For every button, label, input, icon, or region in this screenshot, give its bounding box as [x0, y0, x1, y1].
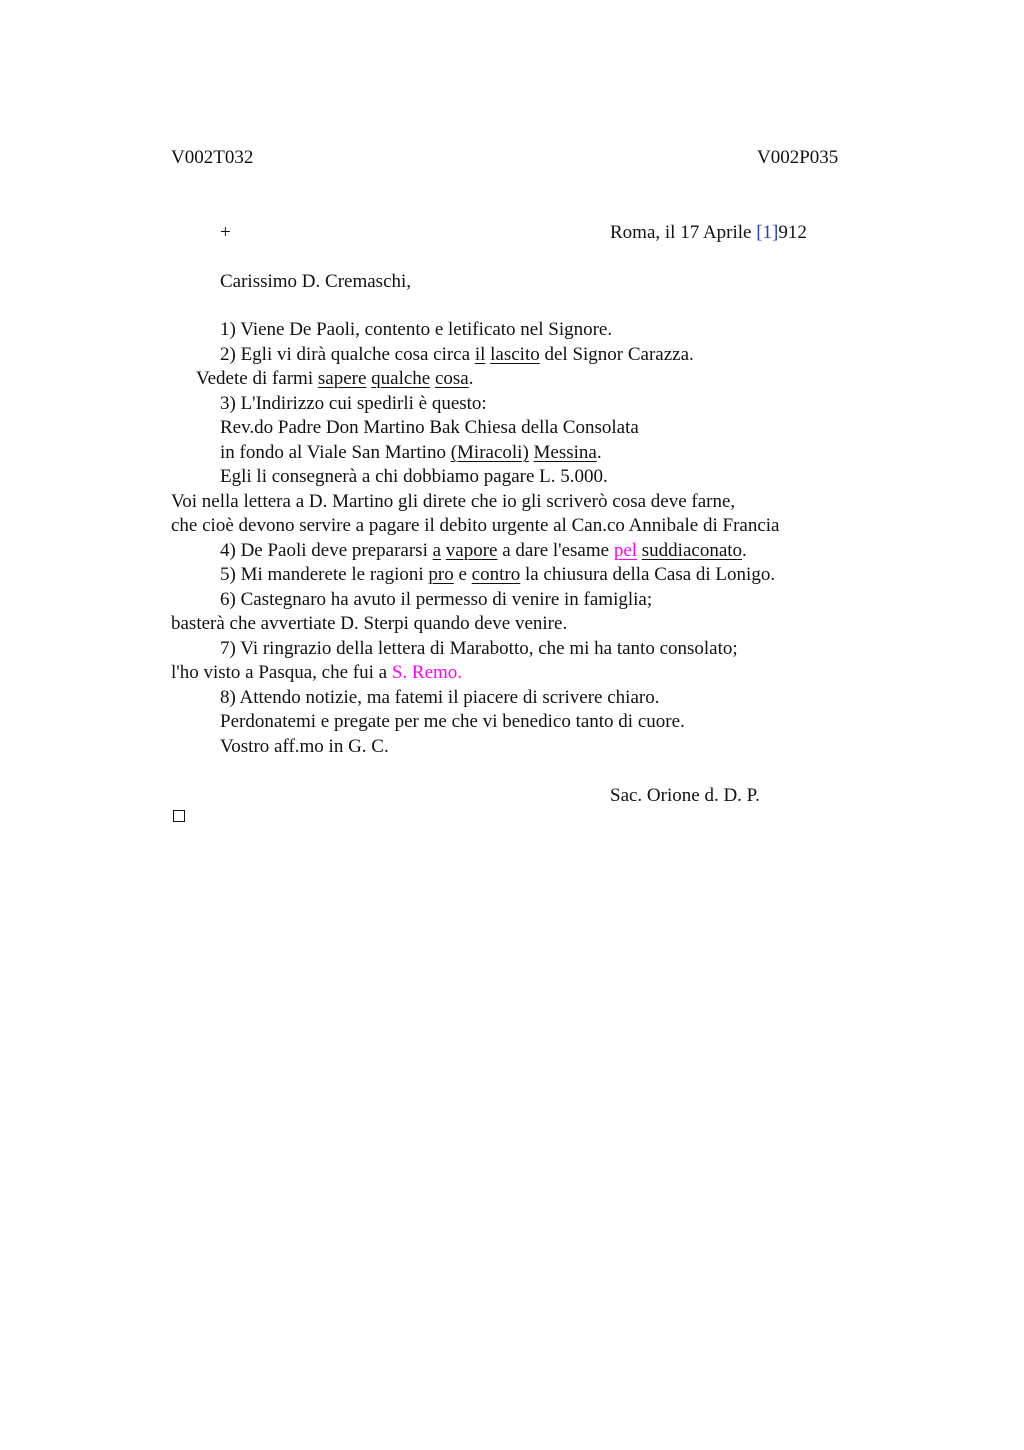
- body-line-13: basterà che avvertiate D. Sterpi quando deve venire.: [171, 613, 568, 634]
- line-6-text-b: .: [596, 442, 602, 463]
- line-15-text-a: l'ho visto a Pasqua, che fui a: [171, 662, 392, 683]
- body-line-5: Rev.do Padre Don Martino Bak Chiesa della Consolata: [220, 417, 639, 438]
- line-10-text-c: .: [742, 540, 747, 561]
- line-11-text-b: e: [453, 564, 472, 585]
- closing-line: Vostro aff.mo in G. C.: [220, 736, 389, 757]
- body-line-4: 3) L'Indirizzo cui spedirli è questo:: [220, 393, 487, 414]
- body-line-11: [220, 563, 775, 587]
- body-line-6: [220, 441, 602, 465]
- salutation: Carissimo D. Cremaschi,: [220, 271, 412, 292]
- document-code-right: V002P035: [757, 147, 839, 168]
- date-bracket-digit: 1: [762, 222, 773, 243]
- body-line-3: [196, 367, 474, 391]
- end-marker-box: [173, 810, 185, 822]
- date-bracket-close: ]: [772, 222, 779, 243]
- date-suffix: 912: [778, 222, 807, 243]
- underlined-word: lascito: [490, 344, 540, 365]
- body-line-2: [220, 343, 694, 367]
- underlined-word: contro: [471, 564, 521, 585]
- body-line-17: Perdonatemi e pregate per me che vi benedico tanto di cuore.: [220, 711, 685, 732]
- underlined-word: vapore: [445, 540, 498, 561]
- date-prefix: Roma, il 17 Aprile: [610, 222, 757, 243]
- underlined-word: sapere: [317, 368, 367, 389]
- underlined-word: (Miracoli): [450, 442, 529, 463]
- body-line-12: 6) Castegnaro ha avuto il permesso di venire in famiglia;: [220, 589, 653, 610]
- body-line-1: 1) Viene De Paoli, contento e letificato nel Signore.: [220, 319, 613, 340]
- line-6-text-a: in fondo al Viale San Martino: [220, 442, 451, 463]
- document-code-left: V002T032: [171, 147, 254, 168]
- line-11-text-a: 5) Mi manderete le ragioni: [220, 564, 429, 585]
- underlined-word: cosa: [434, 368, 469, 389]
- underlined-word: pro: [428, 564, 454, 585]
- highlighted-place: S. Remo.: [391, 662, 463, 683]
- body-line-9: che cioè devono servire a pagare il debito urgente al Can.co Annibale di Francia: [171, 515, 780, 536]
- body-line-8: Voi nella lettera a D. Martino gli direte che io gli scriverò cosa deve farne,: [171, 491, 736, 512]
- letter-date: [610, 221, 807, 245]
- body-line-7: Egli li consegnerà a chi dobbiamo pagare L. 5.000.: [220, 466, 608, 487]
- body-line-10: [220, 539, 747, 563]
- line-10-text-a: 4) De Paoli deve prepararsi: [220, 540, 433, 561]
- line-11-text-c: la chiusura della Casa di Lonigo.: [520, 564, 776, 585]
- line-2-text-b: del Signor Carazza.: [539, 344, 694, 365]
- date-bracket-open: [: [756, 222, 763, 243]
- underlined-word: il: [474, 344, 486, 365]
- body-line-14: 7) Vi ringrazio della lettera di Marabotto, che mi ha tanto consolato;: [220, 638, 738, 659]
- underlined-word: Messina: [533, 442, 597, 463]
- body-line-16: 8) Attendo notizie, ma fatemi il piacere di scrivere chiaro.: [220, 687, 660, 708]
- line-3-text-b: .: [468, 368, 474, 389]
- highlighted-word: pel: [613, 540, 638, 561]
- underlined-word: suddiaconato: [641, 540, 743, 561]
- underlined-word: a: [432, 540, 442, 561]
- line-2-text-a: 2) Egli vi dirà qualche cosa circa: [220, 344, 475, 365]
- line-10-text-b: a dare l'esame: [497, 540, 614, 561]
- line-3-text-a: Vedete di farmi: [196, 368, 318, 389]
- body-line-15: [171, 661, 462, 685]
- signature: Sac. Orione d. D. P.: [610, 785, 760, 806]
- cross-symbol: +: [220, 222, 231, 243]
- underlined-word: qualche: [371, 368, 431, 389]
